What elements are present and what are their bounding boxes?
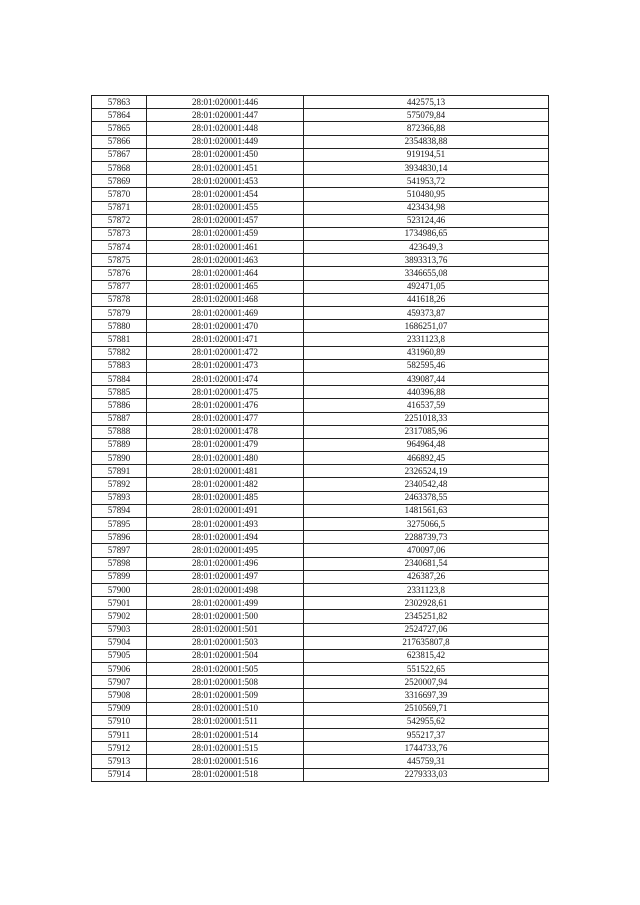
row-number-cell: 57867 [92,148,147,161]
value-cell: 2288739,73 [304,531,549,544]
row-number-cell: 57888 [92,425,147,438]
row-number-cell: 57913 [92,755,147,768]
cadastral-number-cell: 28:01:020001:473 [147,359,304,372]
value-cell: 423649,3 [304,241,549,254]
table-row [92,570,549,583]
row-number-cell: 57904 [92,636,147,649]
table-row [92,504,549,517]
row-number-cell: 57881 [92,333,147,346]
table-row [92,755,549,768]
cadastral-number-cell: 28:01:020001:478 [147,425,304,438]
row-number-cell: 57882 [92,346,147,359]
row-number-cell: 57884 [92,372,147,385]
value-cell: 623815,42 [304,649,549,662]
table-row [92,372,549,385]
cadastral-number-cell: 28:01:020001:511 [147,715,304,728]
row-number-cell: 57869 [92,175,147,188]
table-row [92,583,549,596]
table-row [92,742,549,755]
value-cell: 423434,98 [304,201,549,214]
cadastral-number-cell: 28:01:020001:480 [147,452,304,465]
row-number-cell: 57894 [92,504,147,517]
table-row [92,267,549,280]
cadastral-number-cell: 28:01:020001:475 [147,386,304,399]
cadastral-number-cell: 28:01:020001:482 [147,478,304,491]
cadastral-number-cell: 28:01:020001:465 [147,280,304,293]
row-number-cell: 57896 [92,531,147,544]
value-cell: 542955,62 [304,715,549,728]
table-row [92,425,549,438]
value-cell: 2340542,48 [304,478,549,491]
table-row [92,148,549,161]
row-number-cell: 57865 [92,122,147,135]
row-number-cell: 57880 [92,320,147,333]
cadastral-number-cell: 28:01:020001:509 [147,689,304,702]
row-number-cell: 57886 [92,399,147,412]
value-cell: 441618,26 [304,293,549,306]
value-cell: 964964,48 [304,438,549,451]
value-cell: 2345251,82 [304,610,549,623]
row-number-cell: 57910 [92,715,147,728]
cadastral-number-cell: 28:01:020001:510 [147,702,304,715]
value-cell: 2251018,33 [304,412,549,425]
cadastral-number-cell: 28:01:020001:461 [147,241,304,254]
cadastral-number-cell: 28:01:020001:449 [147,135,304,148]
cadastral-number-cell: 28:01:020001:455 [147,201,304,214]
row-number-cell: 57911 [92,729,147,742]
table-row [92,214,549,227]
row-number-cell: 57875 [92,254,147,267]
cadastral-number-cell: 28:01:020001:505 [147,663,304,676]
value-cell: 431960,89 [304,346,549,359]
row-number-cell: 57898 [92,557,147,570]
value-cell: 1686251,07 [304,320,549,333]
cadastral-number-cell: 28:01:020001:448 [147,122,304,135]
row-number-cell: 57909 [92,702,147,715]
row-number-cell: 57877 [92,280,147,293]
cadastral-number-cell: 28:01:020001:474 [147,372,304,385]
table-row [92,610,549,623]
row-number-cell: 57876 [92,267,147,280]
value-cell: 551522,65 [304,663,549,676]
table-row [92,676,549,689]
table-row [92,623,549,636]
value-cell: 3316697,39 [304,689,549,702]
value-cell: 2524727,06 [304,623,549,636]
table-row [92,478,549,491]
table-row [92,438,549,451]
value-cell: 2340681,54 [304,557,549,570]
row-number-cell: 57895 [92,518,147,531]
cadastral-number-cell: 28:01:020001:485 [147,491,304,504]
value-cell: 2510569,71 [304,702,549,715]
table-row [92,452,549,465]
value-cell: 2326524,19 [304,465,549,478]
value-cell: 2463378,55 [304,491,549,504]
value-cell: 1744733,76 [304,742,549,755]
data-table [91,95,549,782]
value-cell: 2302928,61 [304,597,549,610]
cadastral-number-cell: 28:01:020001:493 [147,518,304,531]
value-cell: 3275066,5 [304,518,549,531]
value-cell: 426387,26 [304,570,549,583]
row-number-cell: 57870 [92,188,147,201]
row-number-cell: 57906 [92,663,147,676]
row-number-cell: 57864 [92,109,147,122]
table-row [92,663,549,676]
row-number-cell: 57863 [92,96,147,109]
row-number-cell: 57868 [92,161,147,174]
table-row [92,320,549,333]
table-row [92,491,549,504]
cadastral-number-cell: 28:01:020001:463 [147,254,304,267]
row-number-cell: 57892 [92,478,147,491]
row-number-cell: 57879 [92,307,147,320]
cadastral-number-cell: 28:01:020001:453 [147,175,304,188]
table-row [92,227,549,240]
row-number-cell: 57905 [92,649,147,662]
cadastral-number-cell: 28:01:020001:499 [147,597,304,610]
row-number-cell: 57912 [92,742,147,755]
cadastral-number-cell: 28:01:020001:454 [147,188,304,201]
value-cell: 3934830,14 [304,161,549,174]
row-number-cell: 57902 [92,610,147,623]
value-cell: 2331123,8 [304,583,549,596]
row-number-cell: 57889 [92,438,147,451]
cadastral-number-cell: 28:01:020001:500 [147,610,304,623]
cadastral-number-cell: 28:01:020001:514 [147,729,304,742]
value-cell: 523124,46 [304,214,549,227]
cadastral-number-cell: 28:01:020001:518 [147,768,304,781]
value-cell: 510480,95 [304,188,549,201]
value-cell: 2317085,96 [304,425,549,438]
row-number-cell: 57901 [92,597,147,610]
table-row [92,729,549,742]
table-row [92,597,549,610]
table-row [92,346,549,359]
cadastral-number-cell: 28:01:020001:498 [147,583,304,596]
row-number-cell: 57885 [92,386,147,399]
table-row [92,135,549,148]
table-row [92,201,549,214]
table-row [92,689,549,702]
cadastral-number-cell: 28:01:020001:516 [147,755,304,768]
cadastral-number-cell: 28:01:020001:472 [147,346,304,359]
row-number-cell: 57914 [92,768,147,781]
cadastral-number-cell: 28:01:020001:446 [147,96,304,109]
value-cell: 2331123,8 [304,333,549,346]
cadastral-number-cell: 28:01:020001:457 [147,214,304,227]
table-row [92,544,549,557]
table-row [92,96,549,109]
cadastral-number-cell: 28:01:020001:515 [147,742,304,755]
table-row [92,280,549,293]
value-cell: 2279333,03 [304,768,549,781]
row-number-cell: 57907 [92,676,147,689]
row-number-cell: 57883 [92,359,147,372]
table-row [92,399,549,412]
value-cell: 3346655,08 [304,267,549,280]
cadastral-number-cell: 28:01:020001:501 [147,623,304,636]
table-row [92,333,549,346]
value-cell: 470097,06 [304,544,549,557]
row-number-cell: 57874 [92,241,147,254]
cadastral-number-cell: 28:01:020001:469 [147,307,304,320]
table-row [92,768,549,781]
table-row [92,465,549,478]
table-row [92,386,549,399]
row-number-cell: 57893 [92,491,147,504]
cadastral-number-cell: 28:01:020001:451 [147,161,304,174]
value-cell: 582595,46 [304,359,549,372]
cadastral-number-cell: 28:01:020001:450 [147,148,304,161]
cadastral-number-cell: 28:01:020001:476 [147,399,304,412]
cadastral-number-cell: 28:01:020001:477 [147,412,304,425]
row-number-cell: 57878 [92,293,147,306]
row-number-cell: 57900 [92,583,147,596]
row-number-cell: 57871 [92,201,147,214]
row-number-cell: 57887 [92,412,147,425]
cadastral-number-cell: 28:01:020001:459 [147,227,304,240]
cadastral-number-cell: 28:01:020001:504 [147,649,304,662]
cadastral-number-cell: 28:01:020001:471 [147,333,304,346]
table-row [92,649,549,662]
row-number-cell: 57908 [92,689,147,702]
row-number-cell: 57899 [92,570,147,583]
table-row [92,254,549,267]
table-row [92,412,549,425]
cadastral-number-cell: 28:01:020001:464 [147,267,304,280]
value-cell: 1734986,65 [304,227,549,240]
table-row [92,161,549,174]
value-cell: 575079,84 [304,109,549,122]
cadastral-number-cell: 28:01:020001:481 [147,465,304,478]
cadastral-number-cell: 28:01:020001:491 [147,504,304,517]
table-row [92,531,549,544]
cadastral-number-cell: 28:01:020001:468 [147,293,304,306]
table-row [92,636,549,649]
value-cell: 217635807,8 [304,636,549,649]
table-row [92,359,549,372]
value-cell: 440396,88 [304,386,549,399]
table-row [92,109,549,122]
row-number-cell: 57890 [92,452,147,465]
value-cell: 492471,05 [304,280,549,293]
value-cell: 919194,51 [304,148,549,161]
value-cell: 466892,45 [304,452,549,465]
value-cell: 541953,72 [304,175,549,188]
row-number-cell: 57891 [92,465,147,478]
value-cell: 872366,88 [304,122,549,135]
table-row [92,702,549,715]
row-number-cell: 57873 [92,227,147,240]
table-row [92,518,549,531]
row-number-cell: 57903 [92,623,147,636]
table-row [92,188,549,201]
value-cell: 3893313,76 [304,254,549,267]
table-row [92,241,549,254]
cadastral-number-cell: 28:01:020001:495 [147,544,304,557]
value-cell: 955217,37 [304,729,549,742]
row-number-cell: 57897 [92,544,147,557]
table-row [92,175,549,188]
value-cell: 2354838,88 [304,135,549,148]
cadastral-number-cell: 28:01:020001:497 [147,570,304,583]
row-number-cell: 57872 [92,214,147,227]
cadastral-number-cell: 28:01:020001:479 [147,438,304,451]
value-cell: 459373,87 [304,307,549,320]
cadastral-number-cell: 28:01:020001:503 [147,636,304,649]
row-number-cell: 57866 [92,135,147,148]
value-cell: 1481561,63 [304,504,549,517]
cadastral-number-cell: 28:01:020001:494 [147,531,304,544]
cadastral-number-cell: 28:01:020001:447 [147,109,304,122]
value-cell: 442575,13 [304,96,549,109]
table-row [92,293,549,306]
cadastral-number-cell: 28:01:020001:496 [147,557,304,570]
table-row [92,307,549,320]
cadastral-number-cell: 28:01:020001:508 [147,676,304,689]
table-row [92,557,549,570]
table-row [92,122,549,135]
value-cell: 439087,44 [304,372,549,385]
value-cell: 445759,31 [304,755,549,768]
value-cell: 2520007,94 [304,676,549,689]
table-body [92,96,549,782]
value-cell: 416537,59 [304,399,549,412]
cadastral-number-cell: 28:01:020001:470 [147,320,304,333]
table-row [92,715,549,728]
